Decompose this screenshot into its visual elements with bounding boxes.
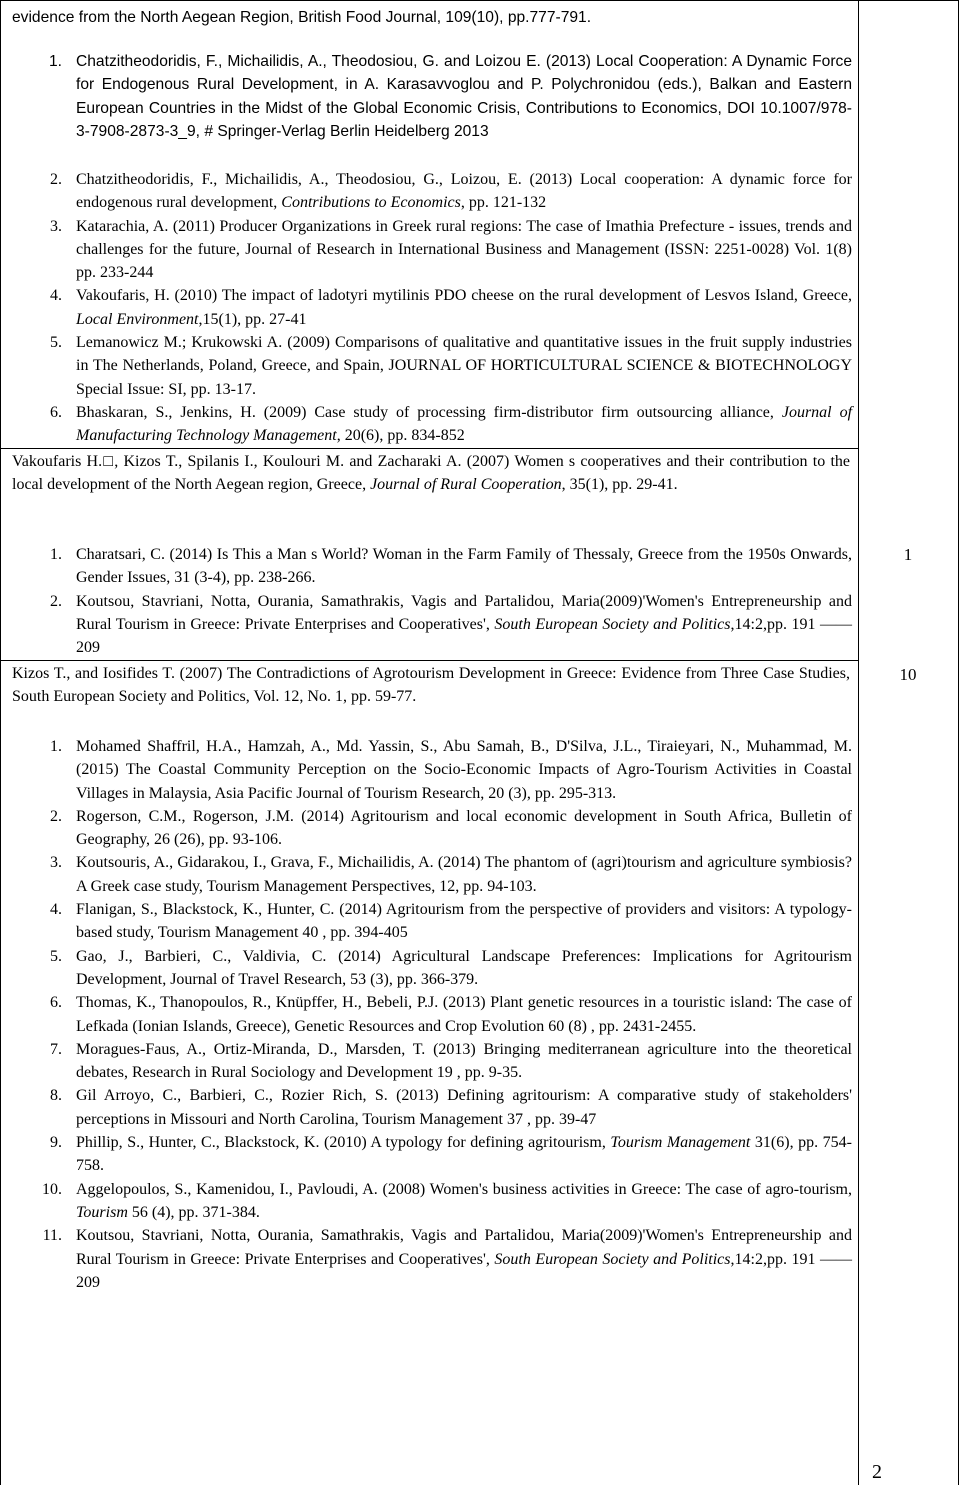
reference-text: Aggelopoulos, S., Kamenidou, I., Pavloudi, A. (2008) Women's business activities in Greece: The case of agro-tourism, Tourism 56 (4), pp. 371-384. [76, 1180, 852, 1221]
list-number: 3. [50, 854, 62, 872]
list-item [0, 1224, 852, 1294]
list-number: 8. [50, 1087, 62, 1105]
list-item [0, 735, 852, 805]
reference-list-2 [0, 543, 852, 659]
reference-text: Koutsouris, A., Gidarakou, I., Grava, F., Michailidis, A. (2014) The phantom of (agri)tourism and agriculture symbiosis? A Greek case study, Tourism Management Perspectives, 12, pp. 94-103. [76, 854, 852, 895]
list-number: 1. [50, 738, 62, 755]
list-number: 5. [50, 334, 62, 352]
reference-text: Flanigan, S., Blackstock, K., Hunter, C. (2014) Agritourism from the perspective of providers and visitors: A typology-based study, Tourism Management 40 , pp. 394-405 [76, 901, 852, 942]
list-item [0, 805, 852, 852]
list-item [0, 284, 852, 331]
list-item [0, 1038, 852, 1085]
reference-text: Charatsari, C. (2014) Is This a Man s World? Woman in the Farm Family of Thessaly, Greece from the 1950s Onwards, Gender Issues, 31 (3-4), pp. 238-266. [76, 546, 852, 587]
list-item [0, 401, 852, 448]
list-item [0, 898, 852, 945]
reference-text: Bhaskaran, S., Jenkins, H. (2009) Case study of processing firm-distributor firm outsourcing alliance, Journal of Manufacturing Technology Management, 20(6), pp. 834-852 [76, 403, 853, 445]
list-number: 1. [50, 546, 62, 563]
list-item [0, 945, 852, 992]
reference-text: Gao, J., Barbieri, C., Valdivia, C. (2014) Agricultural Landscape Preferences: Implications for Agritourism Development, Journal of Travel Research, 53 (3), pp. 366-379. [76, 947, 852, 988]
list-item [0, 543, 852, 590]
reference-text: Gil Arroyo, C., Barbieri, C., Rozier Rich, S. (2013) Defining agritourism: A comparative study of stakeholders' perceptions in Missouri and North Carolina, Tourism Management 37 , pp. 39-47 [76, 1087, 852, 1128]
list-number: 6. [50, 994, 62, 1012]
reference-paragraph: Vakoufaris H.□, Kizos T., Spilanis I., Koulouri M. and Zacharaki A. (2007) Women s cooperatives and their contribution to the local development of the North Aegean region, Greece, Journal of Rural Cooperation, 35(1), pp. 29-41. [12, 453, 850, 494]
reference-text: Katarachia, A. (2011) Producer Organizations in Greek rural regions: The case of Imathia Prefecture - issues, trends and challenges for the future, Journal of Research in International Business and Management (ISSN: 2251-0028) Vol. 1(8) pp. 233-244 [76, 217, 852, 282]
reference-list-1 [0, 50, 852, 143]
list-number: 9. [50, 1134, 62, 1152]
reference-text: Chatzitheodoridis, F., Michailidis, A., Theodosiou, G., Loizou, E. (2013) Local cooperation: A dynamic force for endogenous rural development, Contributions to Economics, pp. 121-132 [76, 171, 852, 212]
page-number: 2 [872, 1461, 882, 1483]
row-divider [0, 660, 859, 661]
reference-text: Chatzitheodoridis, F., Michailidis, A., Theodosiou, G. and Loizou E. (2013) Local Cooperation: A Dynamic Force for Endogenous Rural Development, in A. Karasavvoglou and P. Polychronidou (eds.), Balkan and Eastern European Countries in the Midst of the Global Economic Crisis, Contributions to Economics, DOI 10.1007/978-3-7908-2873-3_9, # Springer-Verlag Berlin Heidelberg 2013 [76, 53, 852, 140]
table-column-divider [858, 0, 859, 1485]
list-number: 4. [50, 901, 62, 919]
list-item [0, 1084, 852, 1131]
reference-text: Phillip, S., Hunter, C., Blackstock, K. (2010) A typology for defining agritourism, Tourism Management 31(6), pp. 754-758. [76, 1134, 852, 1175]
table-right-border [958, 0, 959, 1485]
list-item [0, 1131, 852, 1178]
score-cell-value: 10 [899, 665, 917, 684]
list-number: 2. [50, 171, 62, 188]
list-item [0, 50, 852, 143]
reference-text: Mohamed Shaffril, H.A., Hamzah, A., Md. Yassin, S., Abu Samah, B., D'Silva, J.L., Tiraieyari, N., Muhammad, M. (2015) The Coastal Community Perception on the Socio-Economic Impacts of Agro-Tourism Activities in Coastal Villages in Malaysia, Asia Pacific Journal of Tourism Research, 20 (3), pp. 295-313. [76, 738, 852, 802]
list-number: 1. [48, 53, 62, 70]
reference-continuation: evidence from the North Aegean Region, British Food Journal, 109(10), pp.777-791. [12, 9, 592, 26]
reference-list-3 [0, 735, 852, 1294]
list-item [0, 331, 852, 401]
reference-text: Koutsou, Stavriani, Notta, Ourania, Samathrakis, Vagis and Partalidou, Maria(2009)'Women's Entrepreneurship and Rural Tourism in Greece: Private Enterprises and Cooperatives', South European Society and Politics,14:2,pp. 191 —— 209 [76, 1227, 852, 1291]
list-item [0, 168, 852, 215]
list-item [0, 851, 852, 898]
list-number: 2. [50, 807, 62, 825]
reference-list-1b [0, 168, 852, 448]
list-item [0, 1178, 852, 1225]
reference-text: Vakoufaris, H. (2010) The impact of ladotyri mytilinis PDO cheese on the rural development of Lesvos Island, Greece, Local Environment,15(1), pp. 27-41 [76, 287, 852, 328]
score-cell-value: 1 [903, 545, 913, 564]
table-top-border [0, 0, 959, 1]
list-number: 7. [50, 1040, 62, 1058]
list-number: 11. [42, 1227, 62, 1245]
reference-paragraph: Kizos T., and Iosifides T. (2007) The Contradictions of Agrotourism Development in Greece: Evidence from Three Case Studies, South European Society and Politics, Vol. 12, No. 1, pp. 59-77. [12, 665, 850, 706]
list-number: 5. [50, 947, 62, 965]
row-divider [0, 448, 859, 449]
list-item [0, 590, 852, 660]
list-number: 3. [50, 217, 62, 235]
list-number: 4. [50, 287, 62, 305]
reference-text: Koutsou, Stavriani, Notta, Ourania, Samathrakis, Vagis and Partalidou, Maria(2009)'Women's Entrepreneurship and Rural Tourism in Greece: Private Enterprises and Cooperatives', South European Society and Politics,14:2,pp. 191 —— 209 [76, 592, 852, 657]
reference-text: Lemanowicz M.; Krukowski A. (2009) Comparisons of qualitative and quantitative issues in the fruit supply industries in The Netherlands, Poland, Greece, and Spain, JOURNAL OF HORTICULTURAL SCIENCE & BIOTECHNOLOGY Special Issue: SI, pp. 13-17. [76, 334, 852, 398]
list-item [0, 215, 852, 285]
reference-text: Thomas, K., Thanopoulos, R., Knüpffer, H., Bebeli, P.J. (2013) Plant genetic resources in a touristic island: The case of Lefkada (Ionian Islands, Greece), Genetic Resources and Crop Evolution 60 (8) , pp. 2431-2455. [76, 994, 852, 1035]
reference-text: Moragues-Faus, A., Ortiz-Miranda, D., Marsden, T. (2013) Bringing mediterranean agriculture into the theoretical debates, Research in Rural Sociology and Development 19 , pp. 9-35. [76, 1040, 852, 1082]
list-item [0, 991, 852, 1038]
list-number: 2. [50, 592, 62, 610]
list-number: 6. [50, 403, 62, 421]
reference-text: Rogerson, C.M., Rogerson, J.M. (2014) Agritourism and local economic development in South Africa, Bulletin of Geography, 26 (26), pp. 93-106. [76, 807, 852, 849]
list-number: 10. [42, 1180, 62, 1198]
